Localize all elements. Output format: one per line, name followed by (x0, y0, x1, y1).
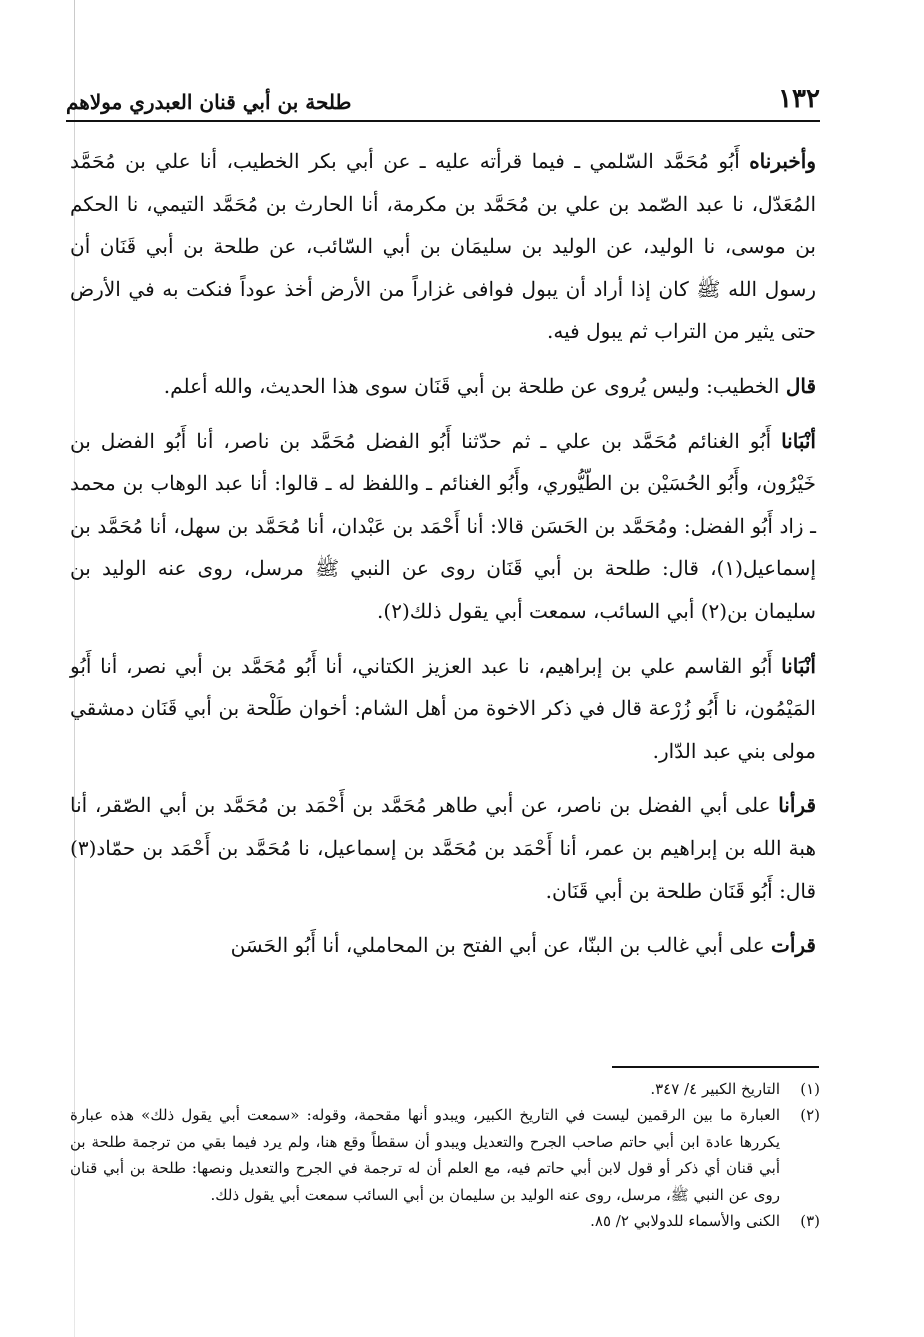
paragraph-lead: أنْبَانا (781, 428, 816, 453)
footnote-3 (70, 1208, 820, 1234)
footnote-text: الكنى والأسماء للدولابي ٢/ ٨٥. (590, 1212, 780, 1231)
footnote-2 (70, 1102, 820, 1208)
page-header (66, 82, 820, 114)
paragraph-lead: قال (785, 373, 816, 398)
footnotes (70, 1076, 820, 1234)
paragraph-body: على أبي غالب بن البنّا، عن أبي الفتح بن المحاملي، أنا أَبُو الحَسَن (230, 933, 772, 958)
paragraph-body: أَبُو مُحَمَّد السّلمي ـ فيما قرأته عليه ـ عن أبي بكر الخطيب، أنا علي بن مُحَمَّد المُعَدّل، نا عبد الصّمد بن علي بن مُحَمَّد بن مكرمة، أنا الحارث بن مُحَمَّد التيمي، نا الحكم بن موسى، نا الوليد، عن الوليد بن سليمَان بن أبي السّائب، عن طلحة بن أبي قَنَان أن رسول الله ﷺ كان إذا أراد أن يبول فوافى غزاراً من الأرض أخذ عوداً فنكت به في الأرض حتى يثير من التراب ثم يبول فيه. (70, 149, 816, 344)
running-title: طلحة بن أبي قنان العبدري مولاهم (66, 90, 352, 114)
footnote-text: العبارة ما بين الرقمين ليست في التاريخ الكبير، ويبدو أنها مقحمة، وقوله: «سمعت أبي يقول ذلك» هذه عبارة يكررها عادة ابن أبي حاتم صاحب الجرح والتعديل ويبدو أن سقطاً وقع هنا، ولم يرد فيما بقي من ترجمة طلحة بن أبي قنان أي ذكر أو قول لابن أبي حاتم فيه، مع العلم أن له ترجمة في الجرح والتعديل ونصها: طلحة بن أبي قنان روى عن النبي ﷺ، مرسل، روى عنه الوليد بن سليمان بن أبي السائب سمعت أبي يقول ذلك. (70, 1106, 780, 1204)
paragraph-body: على أبي الفضل بن ناصر، عن أبي طاهر مُحَمَّد بن أَحْمَد بن مُحَمَّد بن أبي الصّقر، أنا هبة الله بن إبراهيم بن عمر، أنا أَحْمَد بن مُحَمَّد بن إسماعيل، نا مُحَمَّد بن أَحْمَد بن حمّاد(٣) قال: أَبُو قَنَان طلحة بن أبي قَنَان. (70, 793, 816, 903)
paragraph-3 (70, 420, 816, 633)
footnote-rule (612, 1066, 819, 1068)
footnote-text: التاريخ الكبير ٤/ ٣٤٧. (650, 1080, 780, 1098)
paragraph-1 (70, 140, 816, 353)
footnote-number: (٢) (800, 1106, 820, 1125)
paragraph-lead: وأخبرناه (749, 149, 816, 173)
paragraph-body: أَبُو القاسم علي بن إبراهيم، نا عبد العزيز الكتاني، أنا أَبُو مُحَمَّد بن أبي نصر، أنا أَبُو المَيْمُون، نا أَبُو زُرْعة قال في ذكر الاخوة من أهل الشام: أخوان طَلْحة بن أبي قَنَان دمشقي مولى بني عبد الدّار. (70, 653, 816, 763)
paragraph-2 (70, 365, 816, 408)
footnote-1 (70, 1076, 820, 1102)
page-number: ١٣٢ (778, 84, 820, 114)
footnote-number: (١) (800, 1080, 820, 1098)
paragraph-lead: أنْبَانا (781, 653, 816, 678)
paragraph-body: أَبُو الغنائم مُحَمَّد بن علي ـ ثم حدّثنا أَبُو الفضل مُحَمَّد بن ناصر، أنا أَبُو الفضل بن خَيْرُون، وأَبُو الحُسَيْن بن الطّيُّوري، وأَبُو الغنائم ـ واللفظ له ـ قالوا: أنا عبد الوهاب بن محمد ـ زاد أَبُو الفضل: ومُحَمَّد بن الحَسَن قالا: أنا أَحْمَد بن عَبْدان، أنا مُحَمَّد بن سهل، أنا مُحَمَّد بن إسماعيل(١)، قال: طلحة بن أبي قَنَان روى عن النبي ﷺ مرسل، روى عنه الوليد بن سليمان بن(٢) أبي السائب، سمعت أبي يقول ذلك(٢). (70, 428, 816, 623)
paragraph-6 (70, 924, 816, 967)
paragraph-body: الخطيب: وليس يُروى عن طلحة بن أبي قَنَان سوى هذا الحديث، والله أعلم. (163, 373, 786, 398)
paragraph-4 (70, 645, 816, 773)
footnote-number: (٣) (800, 1212, 820, 1231)
paragraph-lead: قرأنا (778, 793, 816, 818)
main-text (70, 140, 816, 979)
paragraph-5 (70, 784, 816, 912)
header-rule (66, 120, 820, 122)
paragraph-lead: قرأت (771, 933, 816, 958)
